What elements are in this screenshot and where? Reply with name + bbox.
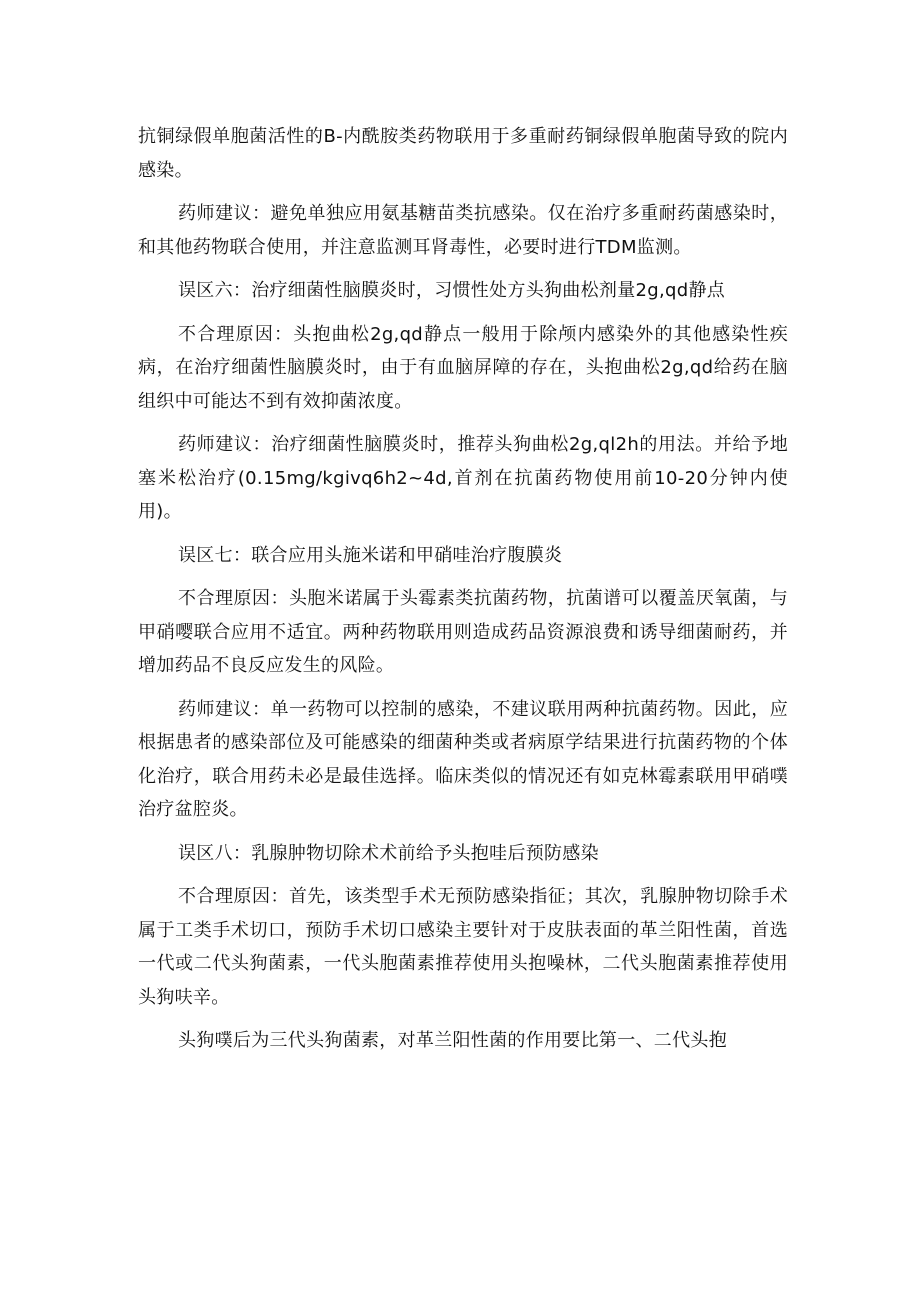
paragraph-misconception-7: 误区七：联合应用头施米诺和甲硝哇治疗腹膜炎 — [178, 544, 563, 566]
paragraph-unreasonable-reason-7: 不合理原因：头胞米诺属于头霉素类抗菌药物，抗菌谱可以覆盖厌氧菌，与甲硝嘤联合应用不适宜。两种药物联用则造成药品资源浪费和诱导细菌耐药，并增加药品不良反应发生的风险。 — [138, 588, 788, 676]
paragraph-pharmacist-advice-6: 药师建议：治疗细菌性脑膜炎时，推荐头狗曲松2g,ql2h的用法。并给予地塞米松治疗(0.15mg/kgivq6h2~4d,首剂在抗菌药物使用前10-20分钟内使用)。 — [138, 434, 788, 522]
paragraph-continuation: 抗铜绿假单胞菌活性的B-内酰胺类药物联用于多重耐药铜绿假单胞菌导致的院内感染。 — [138, 126, 788, 181]
document-body — [138, 120, 788, 1068]
paragraph-misconception-8: 误区八：乳腺肿物切除术术前给予头抱哇后预防感染 — [178, 842, 599, 864]
paragraph-unreasonable-reason-6: 不合理原因：头抱曲松2g,qd静点一般用于除颅内感染外的其他感染性疾病，在治疗细菌性脑膜炎时，由于有血脑屏障的存在，头抱曲松2g,qd给药在脑组织中可能达不到有效抑菌浓度。 — [138, 323, 788, 412]
paragraph-unreasonable-reason-8: 不合理原因：首先，该类型手术无预防感染指征；其次，乳腺肿物切除手术属于工类手术切口，预防手术切口感染主要针对于皮肤表面的革兰阳性菌，首选一代或二代头狗菌素，一代头胞菌素推荐使用头抱噪林，二代头胞菌素推荐使用头狗呋辛。 — [138, 886, 788, 1008]
paragraph-pharmacist-advice-7: 药师建议：单一药物可以控制的感染，不建议联用两种抗菌药物。因此，应根据患者的感染部位及可能感染的细菌种类或者病原学结果进行抗菌药物的个体化治疗，联合用药未必是最佳选择。临床类似的情况还有如克林霉素联用甲硝噗治疗盆腔炎。 — [138, 698, 788, 820]
paragraph-pharmacist-advice-5: 药师建议：避免单独应用氨基糖苗类抗感染。仅在治疗多重耐药菌感染时，和其他药物联合使用，并注意监测耳肾毒性，必要时进行TDM监测。 — [138, 203, 788, 258]
paragraph-misconception-6: 误区六：治疗细菌性脑膜炎时，习惯性处方头狗曲松剂量2g,qd静点 — [178, 280, 726, 301]
paragraph-third-generation-note: 头狗噗后为三代头狗菌素，对革兰阳性菌的作用要比第一、二代头抱 — [178, 1030, 727, 1051]
